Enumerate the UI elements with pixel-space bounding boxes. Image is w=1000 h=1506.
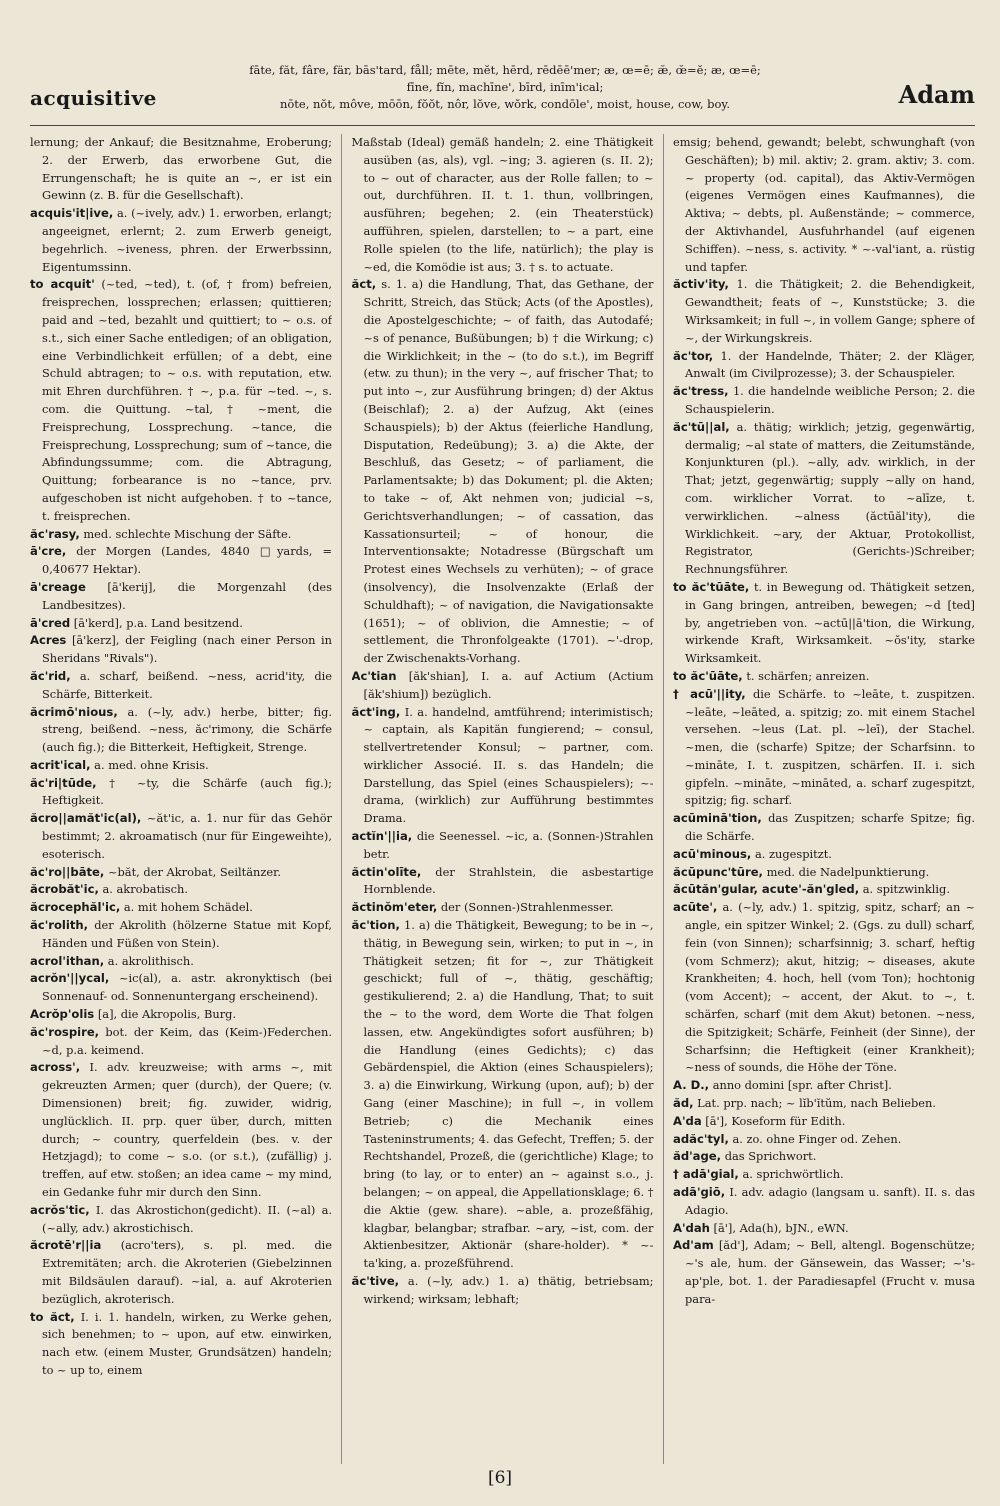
dictionary-entry	[30, 757, 332, 775]
column-2	[352, 134, 654, 1464]
entry-definition: [ā'kerd], p.a. Land besitzend.	[73, 615, 243, 630]
entry-definition: die Seenessel. ~ic, a. (Sonnen-)Strahlen betr.	[363, 829, 654, 861]
entry-headword: ā'cred	[30, 615, 71, 630]
pronunciation-key-line: fīne, fĭn, machīne', bīrd, inīm'ical;	[406, 80, 604, 94]
dictionary-entry	[673, 276, 975, 347]
entry-headword: acūminā'tion,	[673, 811, 762, 826]
entry-definition: a. (~ly, adv.) herbe, bitter; fig. streng, beißend. ~ness, ăc'rimony, die Schärfe (auch fig.); die Bitterkeit, Heftigkeit, Strenge.	[42, 704, 332, 755]
entry-headword: ăct,	[351, 277, 377, 292]
dictionary-entry	[352, 899, 654, 917]
dictionary-entry	[30, 134, 332, 205]
entry-definition: 1. a) die Thätigkeit, Bewegung; to be in ~, thätig, in Bewegung sein, wirken; to put in ~, in Thätigkeit setzen; fit for ~, zur Thätigkeit geschickt; full of ~, thätig, geschäftig; gestikulierend; 2. a) die Handlung, That; to suit the ~ to the word, dem Worte die That folgen lassen, etw. Angekündigtes sofort ausführen; b) die Handlung (eines Gedichts); c) das Gebärdenspiel, die Aktion (eines Schauspielers); 3. a) die Einwirkung, Wirkung (upon, auf); b) der Gang (einer Maschine); in full ~, in vollem Betrieb; c) die Mechanik eines Tasteninstruments; 4. das Gefecht, Treffen; 5. der Rechtshandel, Prozeß, die (gerichtliche) Klage; to bring (to lay, or to enter) an ~ against s.o., j. belangen; ~ on appeal, die Appellationsklage; 6. † die Aktie (gew. share). ~able, a. prozeßfähig, klagbar, belangbar; strafbar. ~ary, ~ist, com. der Aktienbesitzer, Aktionär (share-holder). * ~-ta'king, a. prozeßführend.	[363, 918, 654, 1271]
entry-definition: a. scharf, beißend. ~ness, acrid'ity, die Schärfe, Bitterkeit.	[42, 668, 332, 701]
entry-headword: A'da	[673, 1113, 702, 1128]
dictionary-entry	[30, 579, 332, 615]
entry-headword: ăc'tor,	[673, 348, 714, 363]
entry-definition: a. akrobatisch.	[102, 882, 188, 897]
entry-definition: lernung; der Ankauf; die Besitznahme, Eroberung; 2. der Erwerb, das erworbene Gut, die Errungenschaft; he is quite an ~, er ist ein Gewinn (z. B. für die Gesellschaft).	[30, 135, 332, 203]
dictionary-entry	[673, 1220, 975, 1238]
entry-headword: to acquit'	[30, 277, 95, 292]
entry-headword: ăc'rolith,	[30, 918, 89, 933]
entry-definition: Lat. prp. nach; ~ lĭb'ĭtŭm, nach Belieben.	[697, 1096, 936, 1111]
entry-definition: a. sprichwörtlich.	[742, 1167, 844, 1182]
entry-headword: to ăct,	[30, 1309, 75, 1324]
entry-definition: (acro'ters), s. pl. med. die Extremitäten; arch. die Akroterien (Giebelzinnen mit Bildsäulen darauf). ~ial, a. auf Akroterien bezüglich, akroterisch.	[42, 1238, 332, 1306]
entry-definition: s. 1. a) die Handlung, That, das Gethane, der Schritt, Streich, das Stück; Acts (of the Apostles), die Apostelgeschichte; ~ of faith, das Autodafé; ~s of penance, Bußübungen; b) † die Wirkung; c) die Wirklichkeit; in the ~ (to do s.t.), im Begriff (etw. zu thun); in the very ~, auf frischer That; to put into ~, zur Ausführung bringen; d) der Aktus (Beischlaf); 2. a) der Aufzug, Akt (eines Schauspiels); b) der Aktus (feierliche Handlung, Disputation, Redeübung); 3. a) die Akte, der Beschluß, das Gesetz; ~ of parliament, die Parlamentsakte; b) das Dokument; pl. die Akten; to take ~ of, Akt nehmen von; judicial ~s, Gerichtsverhandlungen; ~ of cassation, das Kassationsurteil; ~ of honour, die Interventionsakte; Notadresse (Bürgschaft um Protest eines Wechsels zu verhüten); ~ of grace (insolvency), die Insolvenzakte (Erlaß der Schuldhaft); ~ of navigation, die Navigationsakte (1651); ~ of oblivion, die Amnestie; ~ of settlement, die Thronfolgeakte (1701). ~'-drop, der Zwischenakts-Vorhang.	[363, 277, 654, 666]
dictionary-entry	[673, 881, 975, 899]
entry-definition: der (Sonnen-)Strahlenmesser.	[440, 900, 614, 915]
entry-definition: die Schärfe. to ~leāte, t. zuspitzen. ~leāte, ~leāted, a. spitzig; zo. mit einem Stachel versehen. ~leus (Lat. pl. ~leī), der Stachel. ~men, die (scharfe) Spitze; der Scharfsinn. to ~mināte, I. t. zuspitzen, schärfen. II. i. sich gipfeln. ~mināte, ~mināted, a. scharf zugespitzt, spitzig; fig. scharf.	[685, 686, 975, 808]
entry-definition: [ăd'], Adam; ~ Bell, altengl. Bogenschütze; ~'s ale, hum. der Gänsewein, das Wasser; ~'s-ap'ple, bot. 1. der Paradiesapfel (Frucht v. musa para-	[685, 1238, 975, 1306]
dictionary-entry	[30, 615, 332, 633]
entry-definition: I. i. 1. handeln, wirken, zu Werke gehen, sich benehmen; to ~ upon, auf etw. einwirken, nach etw. (einem Muster, Grundsätzen) handeln; to ~ up to, einem	[42, 1309, 332, 1377]
entry-headword: across',	[30, 1060, 81, 1075]
dictionary-columns	[30, 134, 975, 1464]
column-divider	[663, 134, 664, 1464]
entry-definition: [ā'kerz], der Feigling (nach einer Person in Sheridans "Rivals").	[42, 633, 332, 666]
entry-definition: a. akrolithisch.	[107, 953, 194, 968]
entry-headword: Acrŏp'olis	[30, 1007, 95, 1022]
entry-headword: ā'creage	[30, 579, 86, 594]
entry-definition: a. thätig; wirklich; jetzig, gegenwärtig, dermalig; ~al state of matters, die Zeitumstände, Konjunkturen (pl.). ~ally, adv. wirklich, in der That; jetzt, gegenwärtig; supply ~ally on hand, com. wirklicher Vorrat. to ~alīze, t. verwirklichen. ~alness (ăctūăl'ity), die Wirklichkeit. ~ary, der Aktuar, Protokollist, Registrator, (Gerichts-)Schreiber; Rechnungsführer.	[685, 419, 975, 577]
entry-headword: acū'minous,	[673, 846, 752, 861]
entry-definition: der Morgen (Landes, 4840 □yards, = 0,40677 Hektar).	[42, 544, 332, 577]
guide-word-right: Adam	[898, 80, 975, 109]
dictionary-entry	[673, 1113, 975, 1131]
dictionary-entry	[352, 864, 654, 900]
entry-definition: Maßstab (Ideal) gemäß handeln; 2. eine Thätigkeit ausüben (as, als), vgl. ~ing; 3. agieren (s. II. 2); to ~ out of character, aus der Rolle fallen; to ~ out, durchführen. II. t. 1. thun, vollbringen, ausführen; begehen; 2. (ein Theaterstück) aufführen, spielen, darstellen; to ~ a part, eine Rolle spielen (to the life, natürlich); the play is ~ed, die Komödie ist aus; 3. † s. to actuate.	[351, 135, 654, 274]
entry-headword: ăd'age,	[673, 1149, 722, 1164]
entry-definition: 1. die Thätigkeit; 2. die Behendigkeit, Gewandtheit; feats of ~, Kunststücke; 3. die Wirksamkeit; in full ~, in vollem Gange; sphere of ~, der Wirkungskreis.	[685, 277, 975, 345]
dictionary-entry	[673, 579, 975, 668]
entry-headword: ăcrocephăl'ic,	[30, 900, 121, 915]
entry-headword: ăd,	[673, 1096, 694, 1111]
entry-headword: ăc'tū||al,	[673, 419, 730, 434]
dictionary-entry	[30, 276, 332, 525]
entry-headword: ăc'rid,	[30, 668, 71, 683]
entry-definition: t. in Bewegung od. Thätigkeit setzen, in Gang bringen, antreiben, bewegen; ~d [ted] by, angetrieben von. ~actū||ā'tion, die Wirkung, wirkende Kraft, Wirksamkeit. ~ŏs'ity, starke Wirksamkeit.	[685, 579, 975, 666]
entry-definition: [ā'], Ada(h), bJN., eWN.	[713, 1220, 849, 1235]
entry-headword: ăc'rasy,	[30, 526, 80, 541]
entry-definition: med. schlechte Mischung der Säfte.	[83, 526, 292, 541]
entry-definition: a. mit hohem Schädel.	[123, 900, 253, 915]
dictionary-entry	[352, 276, 654, 668]
dictionary-entry	[673, 1148, 975, 1166]
entry-definition: [ā'], Koseform für Edith.	[705, 1113, 846, 1128]
dictionary-entry	[352, 917, 654, 1273]
dictionary-entry	[673, 134, 975, 276]
dictionary-entry	[673, 419, 975, 579]
entry-headword: actĭn'||ia,	[351, 829, 413, 844]
dictionary-entry	[352, 1273, 654, 1309]
dictionary-entry	[30, 864, 332, 882]
pronunciation-key	[205, 62, 805, 113]
dictionary-entry	[673, 846, 975, 864]
entry-definition: ~ic(al), a. astr. akronyktisch (bei Sonnenauf- od. Sonnenuntergang erscheinend).	[42, 971, 332, 1004]
entry-headword: ăct'ing,	[351, 704, 401, 719]
dictionary-entry	[30, 953, 332, 971]
entry-headword: ăc'ri|tūde,	[30, 775, 97, 790]
entry-headword: acquis'it|ive,	[30, 206, 114, 221]
entry-headword: ăc'tion,	[351, 918, 400, 933]
entry-headword: A. D.,	[673, 1078, 710, 1093]
entry-definition: I. adv. kreuzweise; with arms ~, mit gekreuzten Armen; quer (durch), der Quere; (v. Dimensionen) breit; fig. zuwider, widrig, unglücklich. II. prp. quer über, durch, mitten durch; ~ country, querfeldein (bes. v. der Hetzjagd); to come ~ s.o. (or s.t.), (zufällig) j. treffen, auf etw. stoßen; an idea came ~ my mind, ein Gedanke fuhr mir durch den Sinn.	[42, 1060, 332, 1200]
dictionary-entry	[30, 881, 332, 899]
entry-headword: ăcrobăt'ic,	[30, 882, 99, 897]
pronunciation-key-line: fāte, făt, fâre, fär, bās'tard, fåll; mēte, mĕt, hērd, rēdēē'mer; æ, œ=ē; æ̆, œ̆=ĕ; æ, œ=ē;	[249, 63, 761, 77]
dictionary-entry	[30, 632, 332, 668]
entry-definition: t. schärfen; anreizen.	[746, 668, 870, 683]
entry-headword: ăcūpunc'tūre,	[673, 864, 763, 879]
dictionary-entry	[30, 1024, 332, 1060]
entry-headword: † acū'||ity,	[673, 686, 746, 701]
column-3	[673, 134, 975, 1464]
entry-headword: ăcūtăn'gular, acute'-ăn'gled,	[673, 882, 860, 897]
entry-headword: ăctiv'ity,	[673, 277, 729, 292]
dictionary-entry	[673, 864, 975, 882]
entry-headword: Ac'tian	[351, 668, 397, 683]
dictionary-entry	[30, 205, 332, 276]
entry-headword: ăcrotē'r||ia	[30, 1238, 102, 1253]
dictionary-entry	[30, 1237, 332, 1308]
entry-definition: med. die Nadelpunktierung.	[766, 864, 930, 879]
entry-headword: ăc'tive,	[351, 1274, 400, 1288]
entry-definition: a. zo. ohne Finger od. Zehen.	[732, 1131, 902, 1146]
entry-headword: A'dah	[673, 1220, 710, 1235]
dictionary-entry	[673, 810, 975, 846]
dictionary-entry	[673, 1166, 975, 1184]
dictionary-entry	[673, 1237, 975, 1308]
entry-headword: ăc'ro||bāte,	[30, 864, 105, 879]
entry-definition: a. zugespitzt.	[754, 846, 832, 861]
entry-headword: † adā'gial,	[673, 1167, 739, 1182]
entry-definition: a. spitzwinklig.	[862, 882, 950, 897]
dictionary-entry	[30, 970, 332, 1006]
column-divider	[341, 134, 342, 1464]
entry-headword: to ăc'ūāte,	[673, 668, 743, 683]
entry-definition: [ăk'shian], I. a. auf Actium (Actium [ăk'shium]) bezüglich.	[363, 668, 654, 701]
dictionary-entry	[673, 899, 975, 1077]
entry-headword: ăcrimō'nious,	[30, 704, 118, 719]
entry-headword: adā'giō,	[673, 1185, 726, 1200]
dictionary-entry	[673, 1184, 975, 1220]
entry-headword: acrŏs'tic,	[30, 1202, 90, 1217]
dictionary-entry	[673, 348, 975, 384]
entry-headword: Acres	[30, 633, 67, 648]
entry-definition: I. adv. adagio (langsam u. sanft). II. s. das Adagio.	[685, 1185, 975, 1217]
entry-headword: acūte',	[673, 900, 718, 915]
entry-headword: ăc'tress,	[673, 384, 729, 399]
dictionary-entry	[352, 828, 654, 864]
dictionary-entry	[673, 383, 975, 419]
entry-headword: acrŏn'||ycal,	[30, 971, 110, 986]
entry-definition: [ā'kerij], die Morgenzahl (des Landbesitzes).	[42, 579, 332, 612]
entry-definition: das Sprichwort.	[724, 1149, 817, 1164]
entry-definition: [a], die Akropolis, Burg.	[97, 1007, 237, 1022]
entry-headword: Ad'am	[673, 1238, 714, 1253]
entry-headword: ăcro||amăt'ic(al),	[30, 811, 142, 826]
entry-definition: ~ăt'ic, a. 1. nur für das Gehör bestimmt; 2. akroamatisch (nur für Eingeweihte), esoterisch.	[42, 811, 332, 861]
entry-definition: I. das Akrostichon(gedicht). II. (~al) a. (~ally, adv.) akrostichisch.	[42, 1202, 332, 1235]
entry-headword: adăc'tyl,	[673, 1131, 729, 1146]
entry-definition: 1. die handelnde weibliche Person; 2. die Schauspielerin.	[685, 384, 975, 416]
entry-definition: 1. der Handelnde, Thäter; 2. der Kläger, Anwalt (im Civilprozesse); 3. der Schauspieler.	[685, 348, 975, 381]
dictionary-entry	[30, 704, 332, 757]
dictionary-entry	[352, 134, 654, 276]
entry-definition: I. a. handelnd, amtführend; interimistisch; ~ captain, als Kapitän fungierend; ~ consul, stellvertretender Konsul; ~ partner, com. wirklicher Associé. II. s. das Handeln; die Darstellung, das Spiel (eines Schauspielers); ~-drama, (wirklich) zur Aufführung bestimmtes Drama.	[363, 704, 654, 826]
dictionary-entry	[673, 1095, 975, 1113]
guide-word-left: acquisitive	[30, 86, 157, 110]
entry-headword: ăc'rospire,	[30, 1024, 100, 1039]
dictionary-entry	[30, 810, 332, 863]
dictionary-entry	[673, 1077, 975, 1095]
entry-definition: a. (~ly, adv.) 1. a) thätig, betriebsam; wirkend; wirksam; lebhaft;	[363, 1274, 654, 1306]
entry-definition: der Akrolith (hölzerne Statue mit Kopf, Händen und Füßen von Stein).	[42, 918, 332, 950]
entry-definition: a. med. ohne Krisis.	[94, 757, 209, 772]
entry-definition: emsig; behend, gewandt; belebt, schwunghaft (von Geschäften); b) mil. aktiv; 2. gram. aktiv; 3. com. ~ property (od. capital), das Aktiv-Vermögen (eigenes Vermögen eines Kaufmannes), die Aktiva; ~ debts, pl. Außenstände; ~ commerce, der Aktivhandel, Ausfuhrhandel (auf eigenen Schiffen). ~ness, s. activity. * ~-val'iant, a. rüstig und tapfer.	[673, 135, 975, 274]
entry-headword: to ăc'tūāte,	[673, 579, 750, 594]
column-1	[30, 134, 332, 1464]
entry-definition: † ~ty, die Schärfe (auch fig.); Heftigkeit.	[42, 775, 332, 808]
dictionary-entry	[673, 668, 975, 686]
page-number: [6]	[487, 1468, 513, 1488]
dictionary-entry	[30, 1059, 332, 1201]
dictionary-entry	[30, 1006, 332, 1024]
dictionary-entry	[30, 899, 332, 917]
entry-headword: acrit'ical,	[30, 757, 91, 772]
dictionary-entry	[673, 686, 975, 811]
entry-definition: der Strahlstein, die asbestartige Hornblende.	[363, 864, 654, 897]
dictionary-entry	[30, 1309, 332, 1380]
entry-headword: acrol'ithan,	[30, 953, 105, 968]
dictionary-entry	[30, 543, 332, 579]
entry-definition: das Zuspitzen; scharfe Spitze; fig. die Schärfe.	[685, 811, 975, 844]
entry-headword: ăctin'olīte,	[351, 864, 422, 879]
entry-definition: anno domini [spr. after Christ].	[712, 1078, 892, 1093]
dictionary-entry	[30, 775, 332, 811]
page-header	[30, 58, 975, 122]
dictionary-entry	[673, 1131, 975, 1149]
dictionary-entry	[30, 668, 332, 704]
dictionary-entry	[352, 704, 654, 829]
dictionary-entry	[30, 1202, 332, 1238]
dictionary-entry	[30, 917, 332, 953]
entry-definition: (~ted, ~ted), t. (of, † from) befreien, freisprechen, lossprechen; erlassen; quittieren; paid and ~ted, bezahlt und quittiert; to ~ o.s. of s.t., sich einer Sache entledigen; of an obligation, eine Verbindlichkeit erfüllen; of a debt, eine Schuld abtragen; to ~ o.s. with reputation, etw. mit Ehren durchführen. † ~, p.a. für ~ted. ~, s. com. die Quittung. ~tal, † ~ment, die Freisprechung, Lossprechung. ~tance, die Freisprechung, Lossprechung; sum of ~tance, die Abfindungssumme; com. die Abtragung, Quittung; forbearance is no ~tance, prv. aufgeschoben ist nicht aufgehoben. † to ~tance, t. freisprechen.	[42, 277, 332, 523]
dictionary-entry	[352, 668, 654, 704]
entry-headword: ăctinŏm'eter,	[351, 900, 438, 915]
header-rule	[30, 125, 975, 126]
entry-definition: ~băt, der Akrobat, Seiltänzer.	[107, 864, 281, 879]
entry-definition: bot. der Keim, das (Keim-)Federchen. ~d, p.a. keimend.	[42, 1024, 332, 1057]
entry-definition: a. (~ly, adv.) 1. spitzig, spitz, scharf; an ~ angle, ein spitzer Winkel; 2. (Ggs. zu dull) scharf, fein (von Sinnen); scharfsinnig; 3. scharf, heftig (vom Schmerz); akut, hitzig; ~ diseases, akute Krankheiten; 4. hoch, hell (vom Ton); hochtonig (vom Accent); ~ accent, der Akut. to ~, t. schärfen, scharf (mit dem Akut) betonen. ~ness, die Spitzigkeit; Schärfe, Feinheit (der Sinne), der Scharfsinn; die Heftigkeit (einer Krankheit); ~ness of sounds, die Höhe der Töne.	[685, 900, 975, 1075]
pronunciation-key-line: nōte, nŏt, môve, mōōn, fŏŏt, nôr, lŏve, wŏrk, condōle', moist, house, cow, boy.	[279, 97, 731, 111]
entry-definition: a. (~ively, adv.) 1. erworben, erlangt; angeeignet, erlernt; 2. zum Erwerb geneigt, begehrlich. ~iveness, phren. der Erwerbssinn, Eigentumssinn.	[42, 206, 332, 274]
entry-headword: ā'cre,	[30, 544, 67, 559]
dictionary-entry	[30, 526, 332, 544]
